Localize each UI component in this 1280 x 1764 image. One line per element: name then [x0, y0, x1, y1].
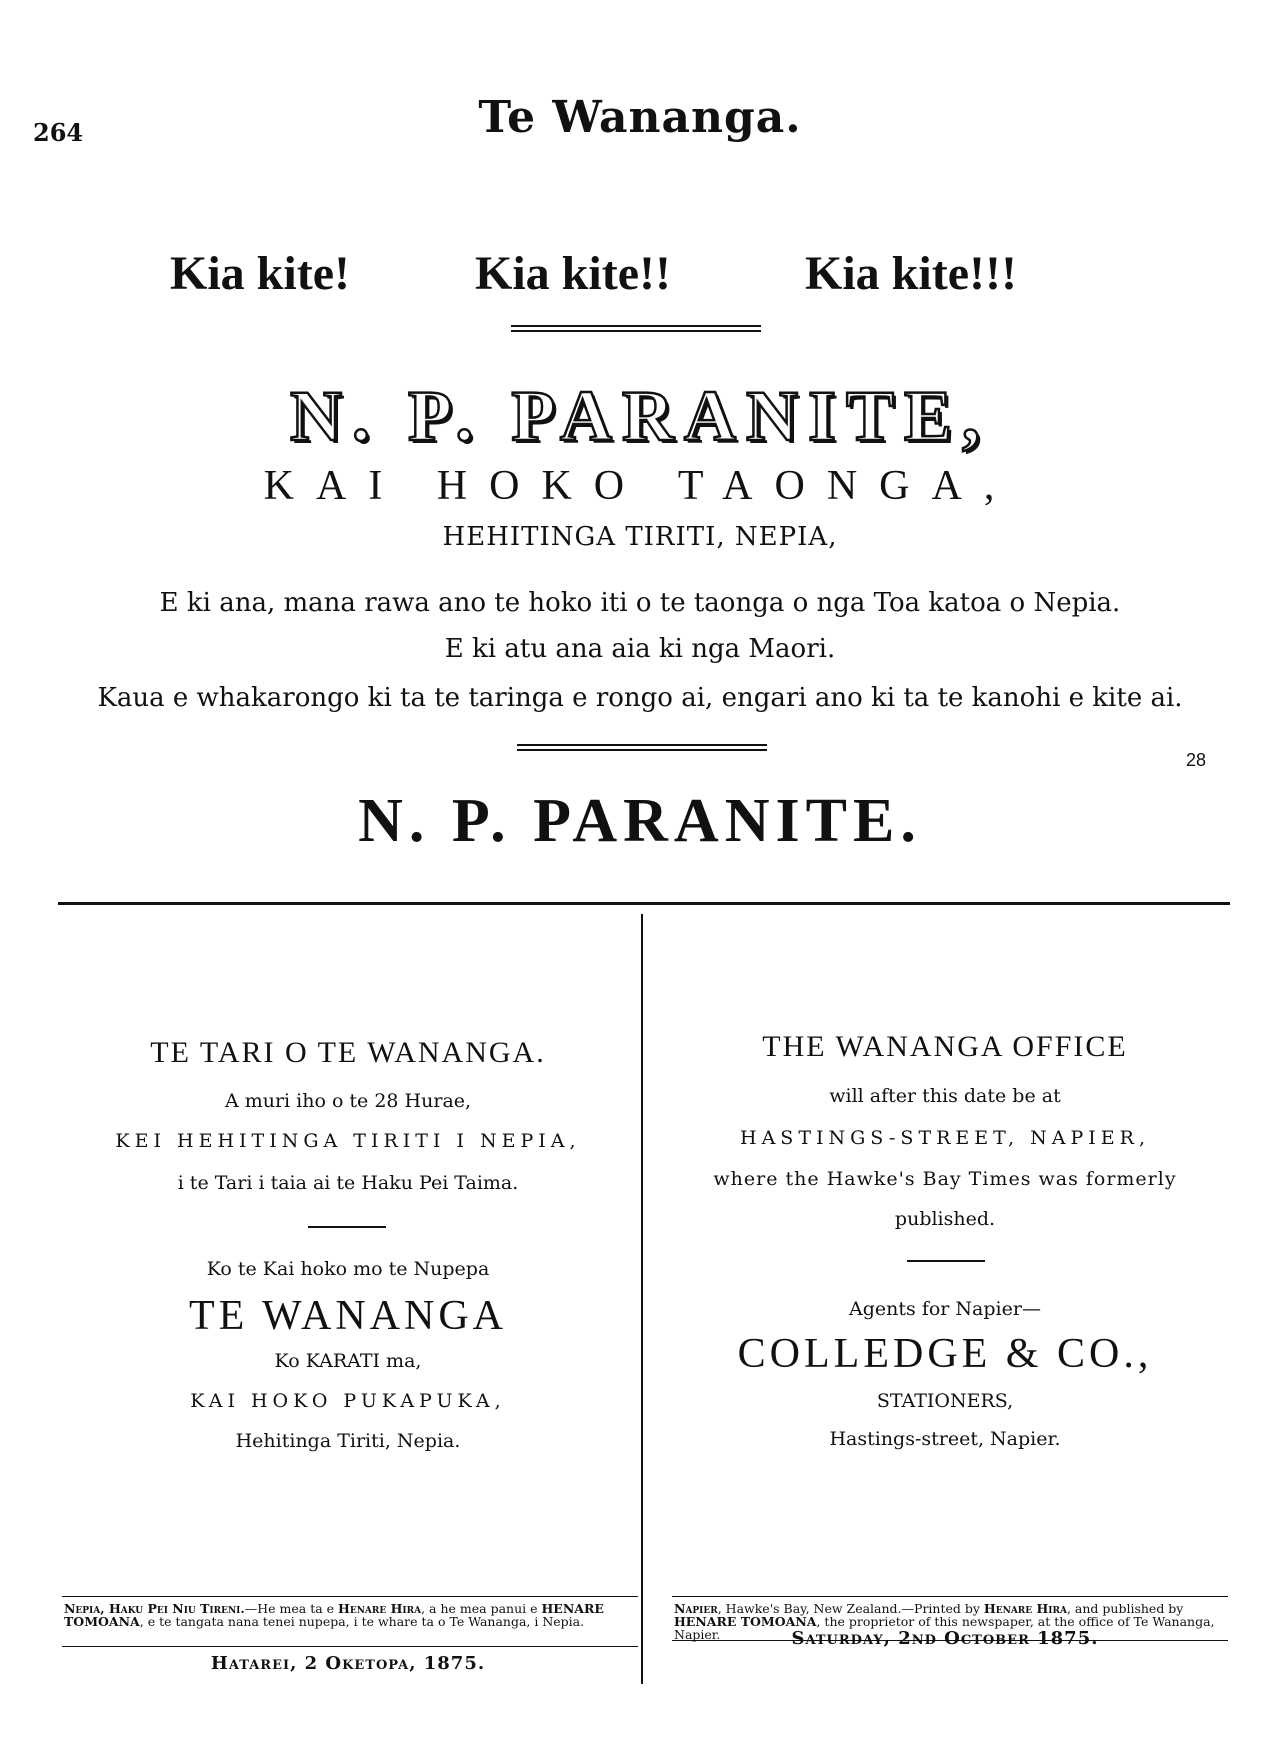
- left-imprint-lead: Nepia, Haku Pei Niu Tireni.: [64, 1601, 245, 1616]
- left-line-4: Ko te Kai hoko mo te Nupepa: [206, 1258, 490, 1280]
- right-big-name: COLLEDGE & CO.,: [737, 1331, 1153, 1377]
- left-big-name: TE WANANGA: [188, 1293, 508, 1339]
- left-imprint-rule-top: [62, 1596, 638, 1597]
- advert-line-3: Kaua e whakarongo ki ta te taringa e rongo ai, engari ano ki ta te kanohi e kite ai.: [97, 683, 1183, 713]
- right-line-5: Agents for Napier—: [849, 1298, 1041, 1320]
- advert-line-2: E ki atu ana aia ki nga Maori.: [444, 634, 836, 664]
- left-imprint-name-1: Henare Hira: [338, 1601, 422, 1616]
- right-heading: THE WANANGA OFFICE: [762, 1030, 1128, 1063]
- right-imprint-text-1: , Hawke's Bay, New Zealand.—Printed by: [717, 1601, 980, 1616]
- right-date: Saturday, 2nd October 1875.: [791, 1628, 1099, 1649]
- left-line-3: i te Tari i taia ai te Haku Pei Taima.: [177, 1172, 519, 1194]
- left-line-2: KEI HEHITINGA TIRITI I NEPIA,: [115, 1130, 581, 1152]
- left-line-6: KAI HOKO PUKAPUKA,: [190, 1390, 506, 1412]
- advert-title: KAI HOKO TAONGA,: [263, 463, 1017, 509]
- right-line-6: STATIONERS,: [876, 1390, 1014, 1412]
- right-imprint-name-2: HENARE TOMOANA: [674, 1614, 817, 1629]
- kia-kite-2: Kia kite!!: [475, 247, 671, 300]
- right-line-1: will after this date be at: [829, 1085, 1061, 1107]
- kia-kite-3: Kia kite!!!: [805, 247, 1017, 300]
- right-line-3: where the Hawke's Bay Times was formerly: [713, 1168, 1177, 1190]
- double-rule-top: [511, 325, 761, 327]
- right-line-4: published.: [894, 1208, 996, 1230]
- left-line-7: Hehitinga Tiriti, Nepia.: [235, 1430, 461, 1452]
- left-imprint-rule-bottom: [62, 1646, 638, 1647]
- section-divider: [58, 902, 1230, 905]
- right-imprint-name-1: Henare Hira: [983, 1601, 1067, 1616]
- left-imprint: [64, 1602, 636, 1628]
- right-line-7: Hastings-street, Napier.: [829, 1428, 1061, 1450]
- right-imprint-rule-top: [672, 1596, 1228, 1597]
- left-imprint-text-2: , a he mea panui e: [421, 1601, 538, 1616]
- right-imprint-text-3: , the proprietor of this newspaper, at the office of Te Wananga, Napier.: [674, 1614, 1215, 1642]
- advert-address: HEHITINGA TIRITI, NEPIA,: [442, 522, 838, 552]
- left-imprint-text-3: , e te tangata nana tenei nupepa, i te whare ta o Te Wananga, i Nepia.: [139, 1614, 585, 1629]
- double-rule-middle: [517, 744, 767, 746]
- page-number: 264: [33, 118, 84, 147]
- right-short-rule: [907, 1260, 985, 1262]
- right-line-2: HASTINGS-STREET, NAPIER,: [740, 1127, 1150, 1149]
- left-date: Hatarei, 2 Oketopa, 1875.: [210, 1653, 486, 1674]
- column-divider: [641, 914, 643, 1684]
- left-imprint-name-2: HENARE TOMOANA: [64, 1601, 604, 1629]
- masthead-title: Te Wananga.: [478, 92, 802, 143]
- advert-line-1: E ki ana, mana rawa ano te hoko iti o te taonga o nga Toa katoa o Nepia.: [159, 588, 1121, 618]
- left-line-5: Ko KARATI ma,: [274, 1350, 422, 1372]
- right-imprint-text-2: , and published by: [1066, 1601, 1184, 1616]
- right-imprint-lead: Napier: [674, 1601, 718, 1616]
- advert-name-decorative: N. P. PARANITE,: [289, 376, 991, 456]
- left-short-rule: [308, 1226, 386, 1228]
- left-heading: TE TARI O TE WANANGA.: [150, 1036, 546, 1069]
- advert-name-bottom: N. P. PARANITE.: [358, 787, 922, 855]
- left-line-1: A muri iho o te 28 Hurae,: [224, 1090, 472, 1112]
- kia-kite-1: Kia kite!: [170, 247, 350, 300]
- advert-number: 28: [1186, 750, 1207, 770]
- left-imprint-text-1: —He mea ta e: [244, 1601, 335, 1616]
